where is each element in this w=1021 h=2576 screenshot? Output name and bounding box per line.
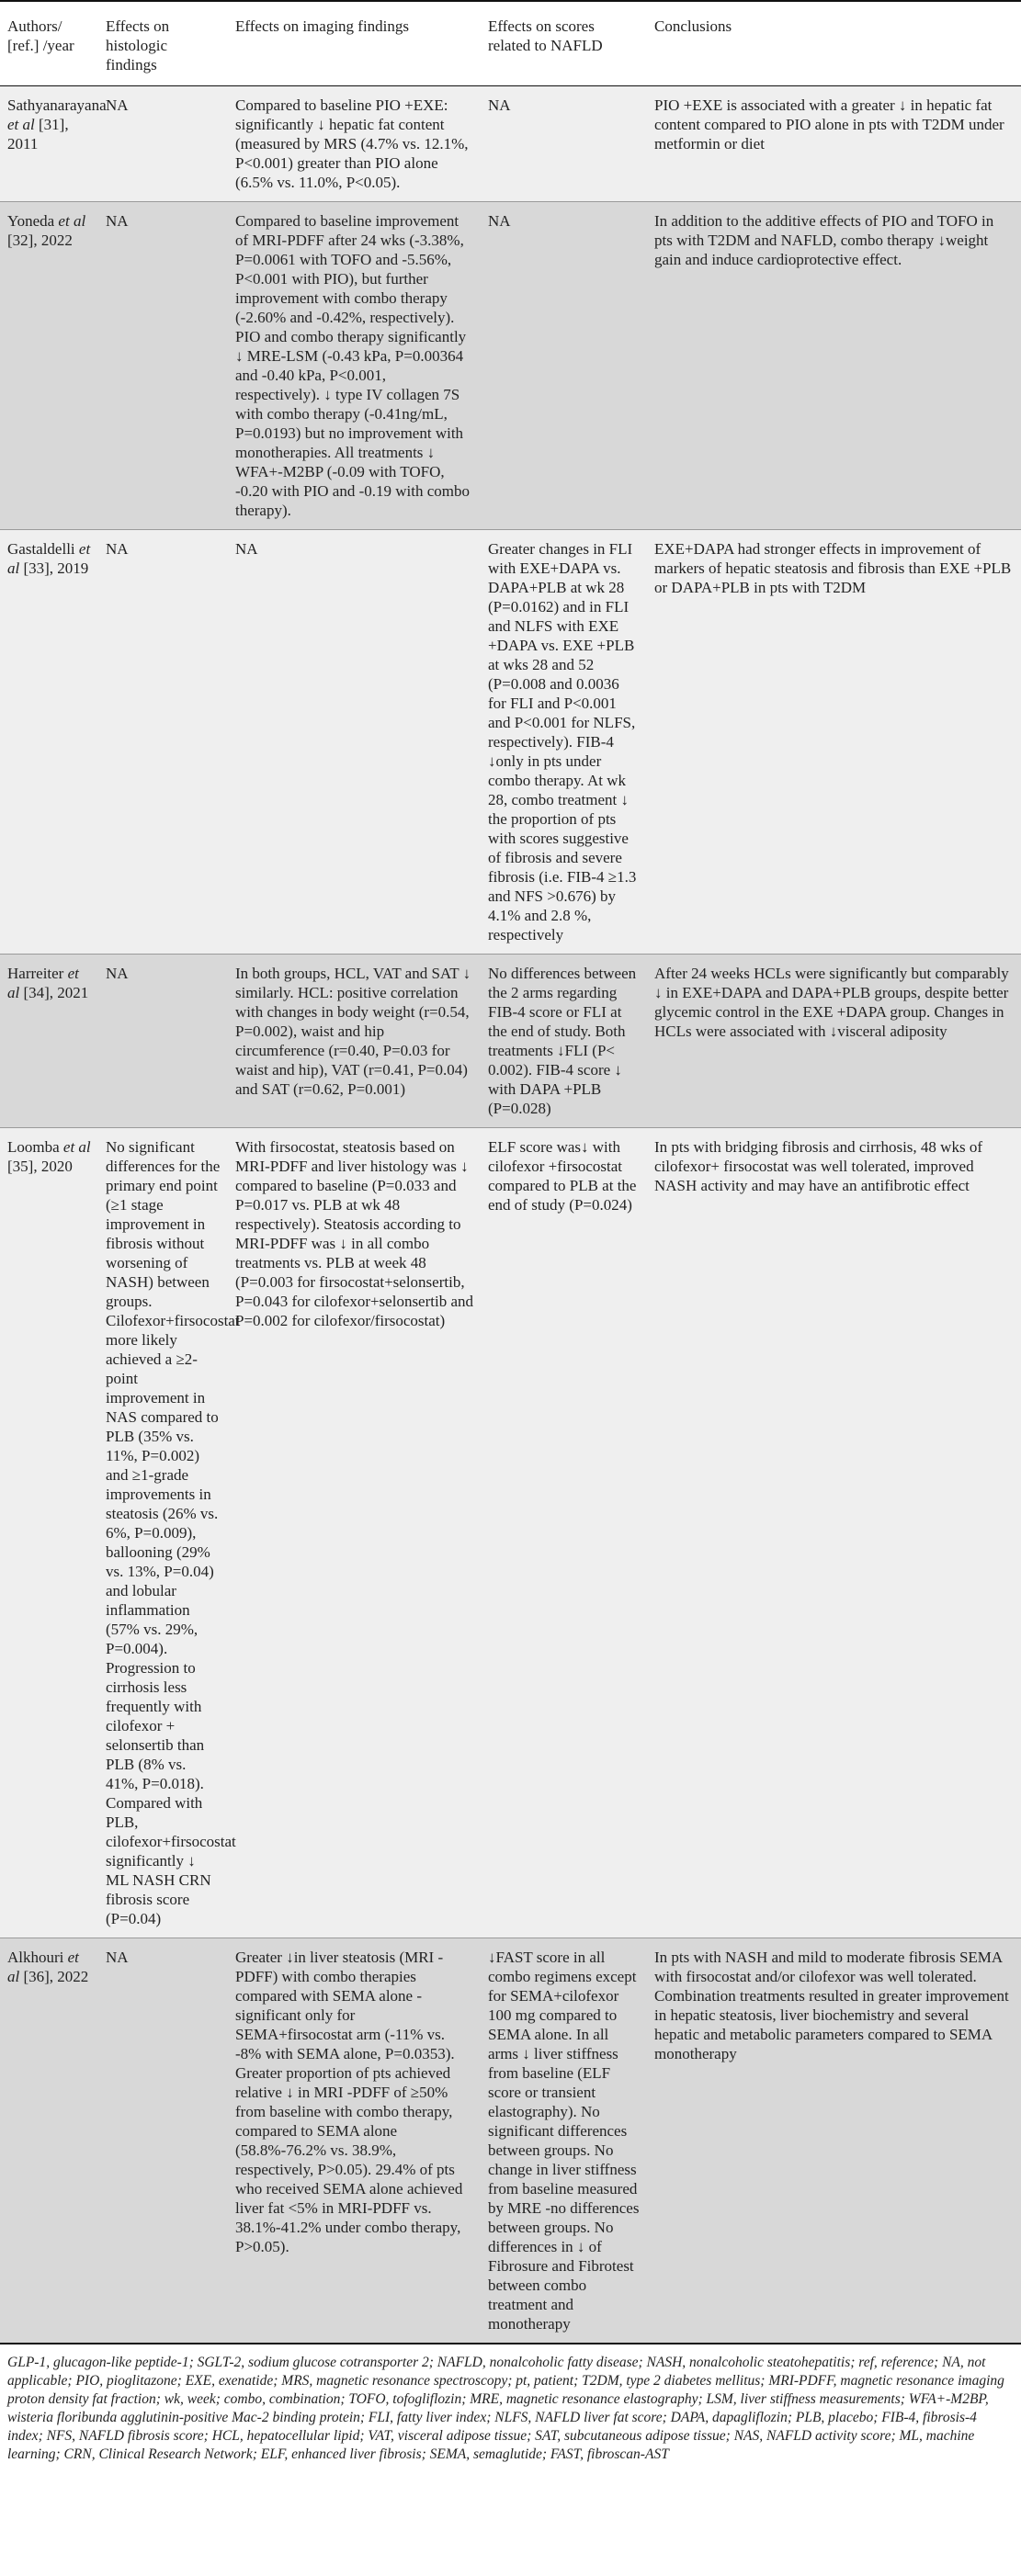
- header-row: [0, 1, 1021, 86]
- cell-histologic: NA: [106, 96, 129, 114]
- cell-imaging: NA: [235, 540, 258, 558]
- cell-author: Loomba et al [35], 2020: [7, 1138, 91, 1175]
- cell-histologic: No significant differences for the primary end point (≥1 stage improvement in fibrosis without worsening of NASH) between groups. Cilofexor+firsocostat more likely achieved a ≥2-point improvement in NAS compared to PLB (35% vs. 11%, P=0.002) and ≥1-grade improvements in steatosis (26% vs. 6%, P=0.009), ballooning (29% vs. 13%, P=0.04) and lobular inflammation (57% vs. 29%, P=0.004). Progression to cirrhosis less frequently with cilofexor + selonsertib than PLB (8% vs. 41%, P=0.018). Compared with PLB, cilofexor+firsocostat significantly ↓ ML NASH CRN fibrosis score (P=0.04): [106, 1138, 240, 1927]
- header-conclusions: Conclusions: [654, 17, 732, 35]
- header-imaging: Effects on imaging findings: [235, 17, 410, 35]
- cell-histologic: NA: [106, 540, 129, 558]
- cell-histologic: NA: [106, 1949, 129, 1966]
- header-authors: Authors/ [ref.] /year: [7, 17, 74, 54]
- cell-author: Yoneda et al [32], 2022: [7, 212, 86, 249]
- cell-conclusions: After 24 weeks HCLs were significantly but comparably ↓ in EXE+DAPA and DAPA+PLB groups, despite better glycemic control in the EXE +DAPA group. Changes in HCLs were associated with ↓visceral adiposity: [654, 965, 1009, 1040]
- cell-scores: Greater changes in FLI with EXE+DAPA vs. DAPA+PLB at wk 28 (P=0.0162) and in FLI and NLFS with EXE +DAPA vs. EXE +PLB at wks 28 and 52 (P=0.008 and 0.0036 for FLI and P<0.001 and P<0.001 for NLFS, respectively). FIB-4 ↓only in pts under combo therapy. At wk 28, combo treatment ↓ the proportion of pts with scores suggestive of fibrosis and severe fibrosis (i.e. FIB-4 ≥1.3 and NFS >0.676) by 4.1% and 2.8 %, respectively: [488, 540, 637, 943]
- cell-imaging: Compared to baseline PIO +EXE: significantly ↓ hepatic fat content (measured by MRS (4.7% vs. 12.1%, P<0.001) greater than PIO alone (6.5% vs. 11.0%, P<0.05).: [235, 96, 469, 191]
- cell-conclusions: In pts with bridging fibrosis and cirrhosis, 48 wks of cilofexor+ firsocostat was well tolerated, improved NASH activity and may have an antifibrotic effect: [654, 1138, 982, 1194]
- table-footnote: GLP-1, glucagon-like peptide-1; SGLT-2, sodium glucose cotransporter 2; NAFLD, nonalcoholic fatty disease; NASH, nonalcoholic steatohepatitis; ref, reference; NA, not applicable; PIO, pioglitazone; EXE, exenatide; MRS, magnetic resonance spectroscopy; pt, patient; T2DM, type 2 diabetes mellitus; MRI-PDFF, magnetic resonance imaging proton density fat fraction; wk, week; combo, combination; TOFO, tofogliflozin; MRE, magnetic resonance elastography; LSM, liver stiffness measurements; WFA+-M2BP, wisteria floribunda agglutinin-positive Mac-2 binding protein; FLI, fatty liver index; NLFS, NAFLD liver fat score; DAPA, dapagliflozin; PLB, placebo; FIB-4, fibrosis-4 index; NFS, NAFLD fibrosis score; HCL, hepatocellular lipid; VAT, visceral adipose tissue; SAT, subcutaneous adipose tissue; NAS, NAFLD activity score; ML, machine learning; CRN, Clinical Research Network; ELF, enhanced liver fibrosis; SEMA, semaglutide; FAST, fibroscan-AST: [7, 2355, 1004, 2462]
- cell-imaging: With firsocostat, steatosis based on MRI-PDFF and liver histology was ↓ compared to baseline (P=0.033 and P=0.017 vs. PLB at wk 48 respectively). Steatosis according to MRI-PDFF was ↓ in all combo treatments vs. PLB at week 48 (P=0.003 for firsocostat+selonsertib, P=0.043 for cilofexor+selonsertib and P=0.002 for cilofexor/firsocostat): [235, 1138, 474, 1329]
- cell-scores: NA: [488, 212, 511, 230]
- header-histologic: Effects on histologic findings: [106, 17, 170, 73]
- table-row: [0, 1128, 1021, 1938]
- cell-imaging: In both groups, HCL, VAT and SAT ↓ similarly. HCL: positive correlation with changes in body weight (r=0.54, P=0.002), waist and hip circumference (r=0.40, P=0.03 for waist and hip), VAT (r=0.41, P=0.04) and SAT (r=0.62, P=0.001): [235, 965, 471, 1098]
- table-row: [0, 202, 1021, 530]
- cell-author: Harreiter et al [34], 2021: [7, 965, 89, 1001]
- cell-scores: No differences between the 2 arms regarding FIB-4 score or FLI at the end of study. Both treatments ↓FLI (P< 0.002). FIB-4 score ↓ with DAPA +PLB (P=0.028): [488, 965, 637, 1117]
- table-row: [0, 86, 1021, 202]
- table-row: [0, 1938, 1021, 2344]
- cell-scores: NA: [488, 96, 511, 114]
- cell-conclusions: EXE+DAPA had stronger effects in improvement of markers of hepatic steatosis and fibrosis than EXE +PLB or DAPA+PLB in pts with T2DM: [654, 540, 1012, 596]
- cell-histologic: NA: [106, 212, 129, 230]
- cell-histologic: NA: [106, 965, 129, 982]
- cell-conclusions: In pts with NASH and mild to moderate fibrosis SEMA with firsocostat and/or cilofexor was well tolerated. Combination treatments resulted in greater improvement in hepatic steatosis, liver biochemistry and several hepatic and metabolic parameters compared to SEMA monotherapy: [654, 1949, 1009, 2062]
- cell-author: Sathyanarayana et al [31], 2011: [7, 96, 107, 153]
- cell-imaging: Greater ↓in liver steatosis (MRI -PDFF) with combo therapies compared with SEMA alone -significant only for SEMA+firsocostat arm (-11% vs. -8% with SEMA alone, P=0.0353). Greater proportion of pts achieved relative ↓ in MRI -PDFF of ≥50% from baseline with combo therapy, compared to SEMA alone (58.8%-76.2% vs. 38.9%, respectively, P>0.05). 29.4% of pts who received SEMA alone achieved liver fat <5% in MRI-PDFF vs. 38.1%-41.2% under combo therapy, P>0.05).: [235, 1949, 463, 2255]
- cell-scores: ↓FAST score in all combo regimens except for SEMA+cilofexor 100 mg compared to SEMA alone. In all arms ↓ liver stiffness from baseline (ELF score or transient elastography). No significant differences between groups. No change in liver stiffness from baseline measured by MRE -no differences between groups. No differences in ↓ of Fibrosure and Fibrotest between combo treatment and monotherapy: [488, 1949, 640, 2333]
- table-row: [0, 955, 1021, 1128]
- cell-imaging: Compared to baseline improvement of MRI-PDFF after 24 wks (-3.38%, P=0.0061 with TOFO and -5.56%, P<0.001 with PIO), but further improvement with combo therapy (-2.60% and -0.42%, respectively). PIO and combo therapy significantly ↓ MRE-LSM (-0.43 kPa, P=0.00364 and -0.40 kPa, P<0.001, respectively). ↓ type IV collagen 7S with combo therapy (-0.41ng/mL, P=0.0193) but no improvement with monotherapies. All treatments ↓ WFA+-M2BP (-0.09 with TOFO, -0.20 with PIO and -0.19 with combo therapy).: [235, 212, 470, 519]
- cell-author: Gastaldelli et al [33], 2019: [7, 540, 91, 577]
- header-scores: Effects on scores related to NAFLD: [488, 17, 603, 54]
- cell-scores: ELF score was↓ with cilofexor +firsocostat compared to PLB at the end of study (P=0.024): [488, 1138, 637, 1214]
- cell-author: Alkhouri et al [36], 2022: [7, 1949, 89, 1985]
- cell-conclusions: In addition to the additive effects of PIO and TOFO in pts with T2DM and NAFLD, combo therapy ↓weight gain and induce cardioprotective effect.: [654, 212, 994, 268]
- table-row: [0, 530, 1021, 955]
- cell-conclusions: PIO +EXE is associated with a greater ↓ in hepatic fat content compared to PIO alone in pts with T2DM under metformin or diet: [654, 96, 1004, 153]
